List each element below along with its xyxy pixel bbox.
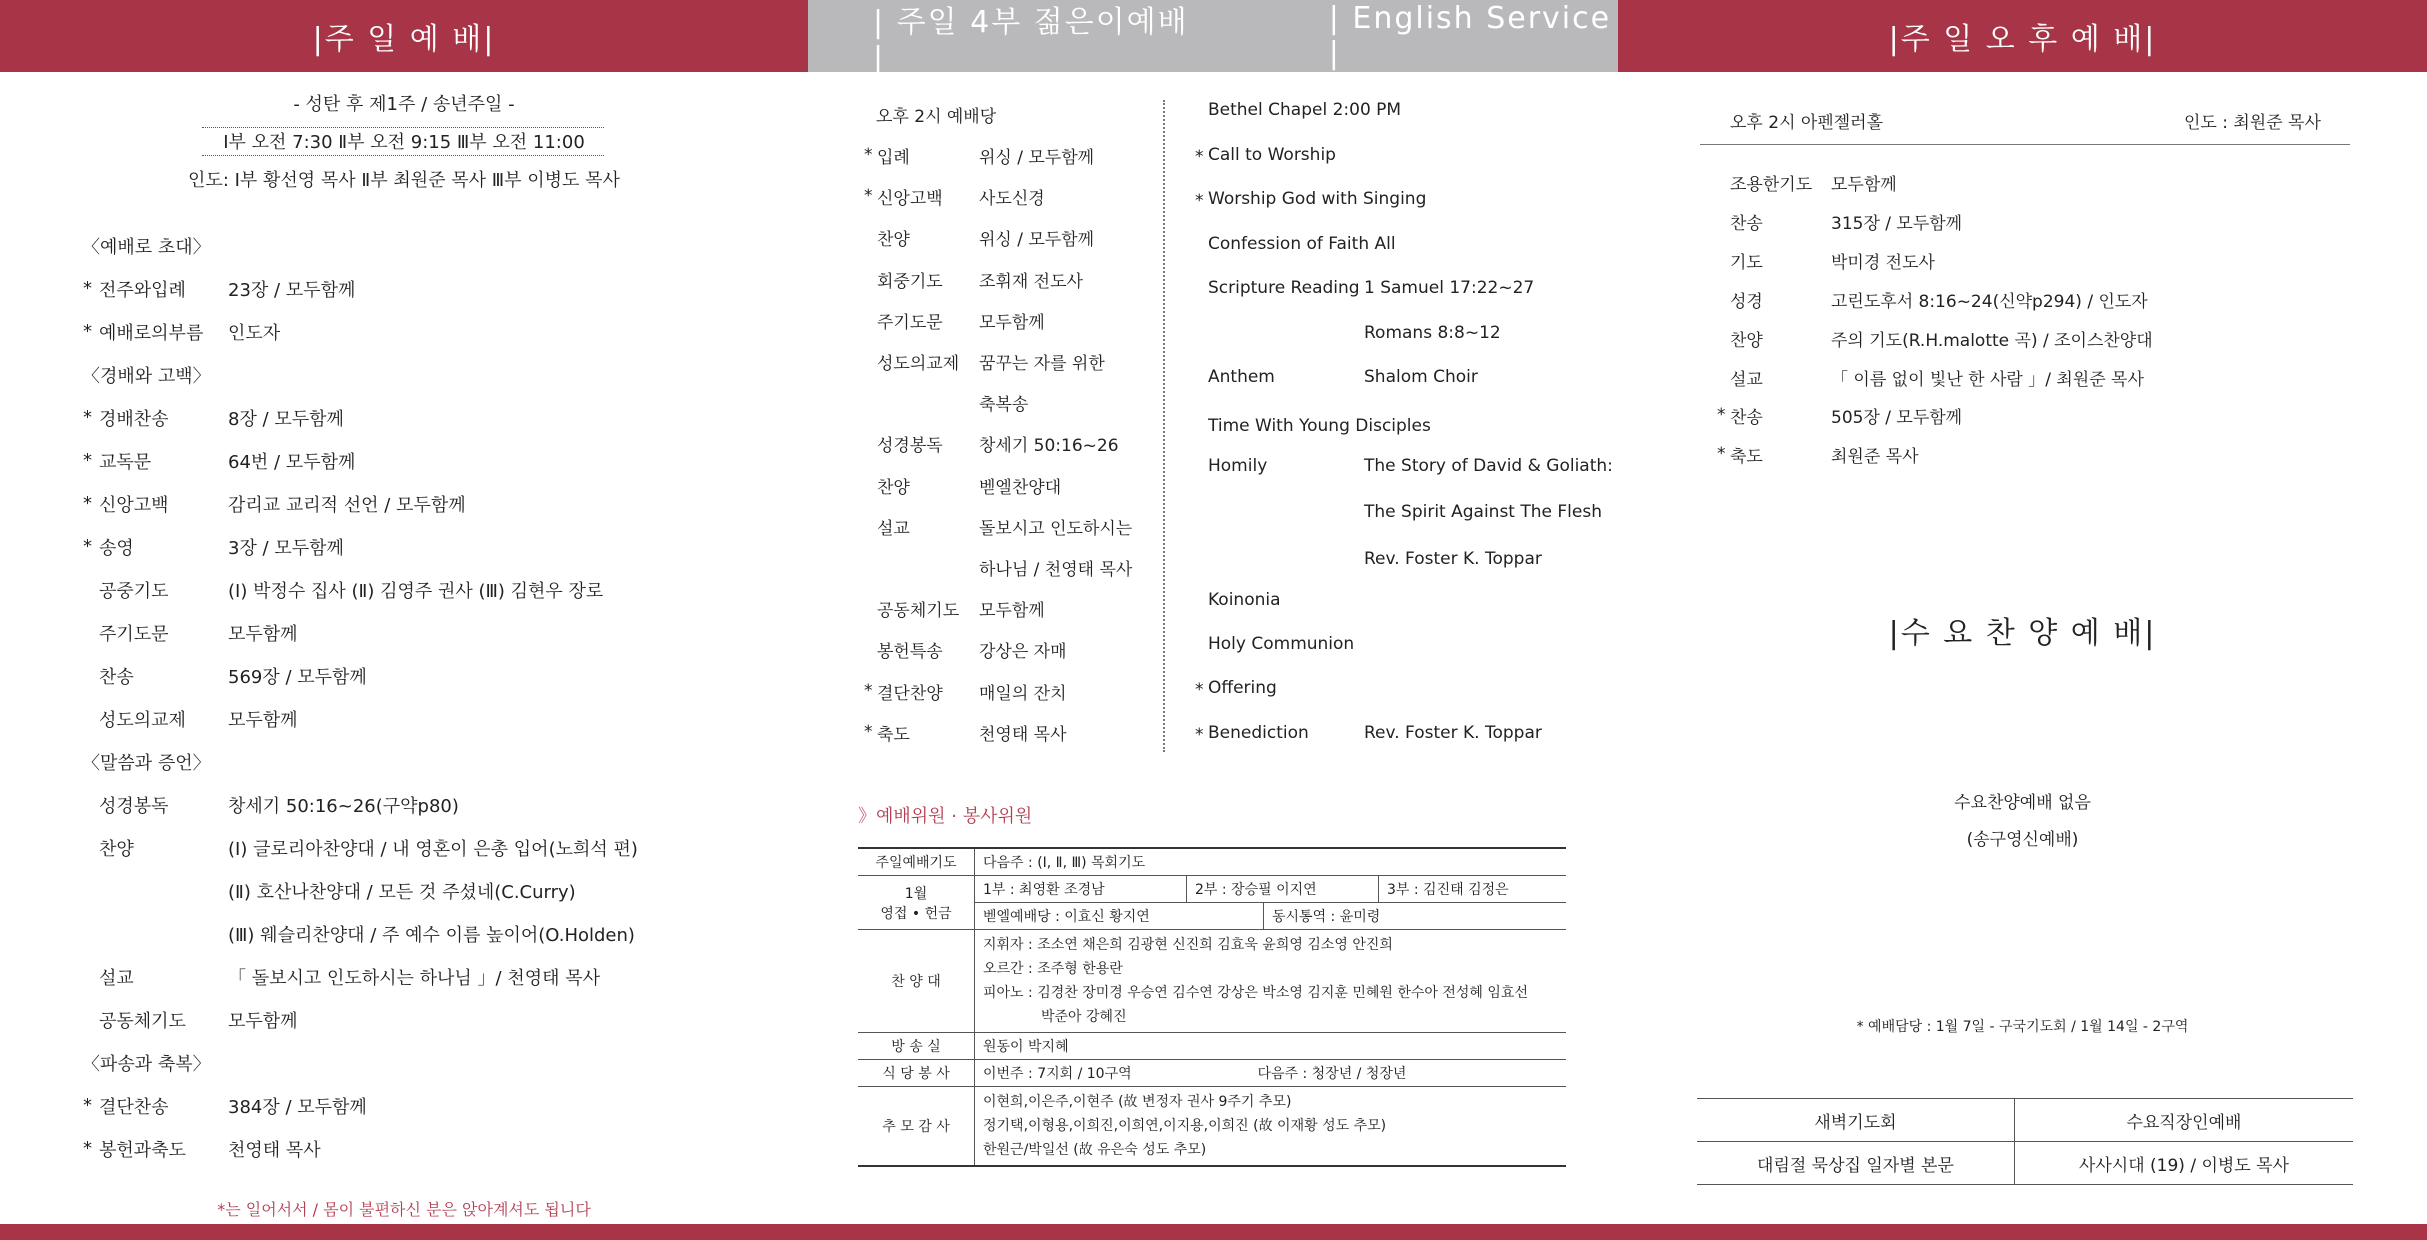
order-value: 창세기 50:16~26 [979, 436, 1119, 457]
afternoon-leader: 인도 : 최원준 목사 [2184, 113, 2321, 133]
cafeteria-label: 식 당 봉 사 [858, 1060, 975, 1087]
required-star: * [83, 536, 92, 557]
volunteers-table [858, 847, 1566, 1167]
order-value: (Ⅱ) 호산나찬양대 / 모든 것 주셨네(C.Curry) [228, 882, 576, 903]
order-label: Benediction [1208, 723, 1309, 743]
month-label [858, 876, 975, 930]
choir-label: 찬 양 대 [858, 930, 975, 1033]
order-value: 모두함께 [1831, 175, 1897, 195]
order-value: 505장 / 모두함께 [1831, 408, 1963, 429]
order-label: 설교 [877, 518, 910, 539]
order-value: 569장 / 모두함께 [228, 667, 367, 688]
order-value: 박미경 전도사 [1831, 252, 1935, 273]
order-value: 384장 / 모두함께 [228, 1097, 367, 1118]
order-label: 성경봉독 [99, 796, 169, 817]
order-label: Koinonia [1208, 590, 1281, 610]
order-value: Rev. Foster K. Toppar [1364, 723, 1542, 743]
order-label: 봉헌특송 [877, 642, 943, 663]
order-label: 설교 [1730, 369, 1763, 390]
order-label: 봉헌과축도 [99, 1140, 186, 1161]
order-value: 감리교 교리적 선언 / 모두함께 [228, 495, 466, 516]
usher-part2: 2부 : 장승필 이지연 [1187, 876, 1379, 902]
order-label: Confession of Faith All [1208, 234, 1396, 254]
order-value: 모두함께 [228, 1011, 298, 1032]
sunday-subtitle: - 성탄 후 제1주 / 송년주일 - [293, 94, 515, 115]
order-label: 회중기도 [877, 271, 943, 292]
cafeteria-this-week: 이번주 : 7지회 / 10구역 [983, 1066, 1132, 1082]
required-star: * [864, 680, 873, 701]
order-label: 설교 [99, 968, 134, 989]
order-label: 공동체기도 [99, 1011, 186, 1032]
month-label-2: 영접 • 헌금 [880, 905, 952, 922]
order-label: 축도 [877, 724, 910, 745]
order-label: 성경 [1730, 291, 1763, 312]
order-value: 8장 / 모두함께 [228, 409, 344, 430]
order-label: 축도 [1730, 447, 1763, 468]
order-label: 조용한기도 [1730, 175, 1813, 195]
order-label: 주기도문 [99, 624, 169, 645]
young-worship-header: | 주일 4부 젊은이예배 | [873, 4, 1189, 76]
order-value: 23장 / 모두함께 [228, 280, 356, 301]
order-value: Rev. Foster K. Toppar [1364, 549, 1542, 569]
worship-duty-note: * 예배담당 : 1월 7일 - 구국기도회 / 1월 14일 - 2구역 [1856, 1019, 2189, 1035]
order-value: 모두함께 [979, 601, 1045, 622]
required-star: * [1195, 680, 1204, 700]
section-title: 〈예배로 초대〉 [82, 237, 211, 258]
order-label: 신앙고백 [99, 495, 169, 516]
required-star: * [83, 1095, 92, 1116]
order-value: 모두함께 [228, 624, 298, 645]
order-value: (Ⅰ) 박정수 집사 (Ⅱ) 김영주 권사 (Ⅲ) 김현우 장로 [228, 581, 604, 602]
schedule-h1: 새벽기도회 [1697, 1099, 2014, 1142]
wednesday-note-1: 수요찬양예배 없음 [1954, 793, 2091, 813]
order-value: 조휘재 전도사 [979, 271, 1083, 292]
choir-conductors: 지휘자 : 조소연 채은희 김광현 신진희 김효욱 윤희영 김소영 안진희 [983, 937, 1393, 953]
order-value: 「 돌보시고 인도하시는 하나님 」/ 천영태 목사 [228, 968, 600, 989]
volunteers-title: 》예배위원 · 봉사위원 [858, 806, 1033, 827]
memorial-2: 정기택,이형용,이희진,이희연,이지용,이희진 (故 이재황 성도 추모) [983, 1118, 1387, 1134]
order-label: 찬송 [99, 667, 134, 688]
schedule-v2: 사사시대 (19) / 이병도 목사 [2014, 1142, 2353, 1185]
cafeteria-next-week: 다음주 : 청장년 / 청장년 [1257, 1066, 1407, 1082]
order-value: 「 이름 없이 빛난 한 사람 」/ 최원준 목사 [1831, 369, 2144, 390]
order-label: 전주와입례 [99, 280, 186, 301]
order-value: 천영태 목사 [979, 724, 1067, 745]
order-label: 송영 [99, 538, 134, 559]
order-label: 경배찬송 [99, 409, 169, 430]
prayer-value: 다음주 : (Ⅰ, Ⅱ, Ⅲ) 목회기도 [975, 848, 1567, 876]
order-label: Holy Communion [1208, 634, 1355, 654]
bottom-bar [0, 1224, 2427, 1240]
sunday-leaders: 인도: Ⅰ부 황선영 목사 Ⅱ부 최원준 목사 Ⅲ부 이병도 목사 [188, 170, 620, 191]
bethel-usher: 벧엘예배당 : 이효신 황지연 [975, 903, 1264, 929]
order-label: 기도 [1730, 252, 1763, 273]
sunday-worship-header: |주 일 예 배| [0, 0, 808, 72]
required-star: * [864, 186, 873, 207]
order-value: 꿈꾸는 자를 위한 [979, 354, 1105, 374]
order-label: 신앙고백 [877, 189, 943, 210]
required-star: * [83, 1138, 92, 1159]
standing-note: *는 일어서서 / 몸이 불편하신 분은 앉아계셔도 됩니다 [217, 1200, 591, 1219]
required-star: * [1195, 147, 1204, 167]
order-value: 고린도후서 8:16~24(신약p294) / 인도자 [1831, 291, 2148, 312]
section-title: 〈파송과 축복〉 [82, 1054, 211, 1075]
afternoon-place: 오후 2시 아펜젤러홀 [1730, 113, 1883, 133]
interpreter: 동시통역 : 윤미령 [1272, 909, 1381, 925]
order-value: 1 Samuel 17:22~27 [1364, 278, 1535, 298]
order-value: 주의 기도(R.H.malotte 곡) / 조이스찬양대 [1831, 330, 2153, 351]
wednesday-worship-title: |수 요 찬 양 예 배| [1888, 616, 2157, 651]
section-title: 〈말씀과 증언〉 [82, 753, 211, 774]
schedule-h2: 수요직장인예배 [2014, 1099, 2353, 1142]
choir-organ: 오르간 : 조주형 한용란 [983, 961, 1123, 977]
order-value: (Ⅲ) 웨슬리찬양대 / 주 예수 이름 높이어(O.Holden) [228, 925, 635, 946]
order-value: The Spirit Against The Flesh [1364, 502, 1602, 522]
afternoon-worship-header: |주 일 오 후 예 배| [1618, 0, 2427, 72]
section-title: 〈경배와 고백〉 [82, 366, 211, 387]
choir-piano-cont: 박준아 강혜진 [1041, 1009, 1127, 1025]
order-value: 축복송 [979, 395, 1029, 416]
required-star: * [864, 145, 873, 165]
order-label: 성경봉독 [877, 436, 943, 457]
order-label: 찬양 [877, 477, 910, 498]
required-star: * [83, 321, 92, 342]
order-label: 결단찬양 [877, 683, 943, 704]
order-value: Shalom Choir [1364, 367, 1478, 387]
required-star: * [1195, 191, 1204, 211]
order-value: 인도자 [228, 323, 281, 344]
order-label: 성도의교제 [99, 710, 186, 731]
required-star: * [1717, 405, 1726, 426]
choir-piano: 피아노 : 김경찬 장미경 우승연 김수연 강상은 박소영 김지훈 민혜원 한수아 전성혜 임효선 [983, 985, 1528, 1001]
order-value: 창세기 50:16~26(구약p80) [228, 796, 459, 817]
required-star: * [1195, 725, 1204, 745]
required-star: * [864, 721, 873, 742]
order-value: 하나님 / 천영태 목사 [979, 560, 1133, 580]
order-label: 찬송 [1730, 213, 1763, 234]
order-value: 64번 / 모두함께 [228, 452, 356, 473]
order-value: 사도신경 [979, 189, 1045, 210]
memorial-label: 추 모 감 사 [858, 1087, 975, 1167]
young-english-header [808, 0, 1618, 76]
order-value: 모두함께 [228, 710, 298, 731]
order-value: 강상은 자매 [979, 642, 1067, 663]
order-label: Anthem [1208, 367, 1275, 387]
order-value: Romans 8:8~12 [1364, 323, 1501, 343]
order-label: 찬양 [877, 230, 910, 251]
order-label: 주기도문 [877, 312, 943, 333]
order-label: 공중기도 [99, 581, 169, 602]
schedule-table [1697, 1098, 2353, 1185]
order-label: Bethel Chapel 2:00 PM [1208, 100, 1402, 120]
required-star: * [83, 450, 92, 471]
order-value: 천영태 목사 [228, 1140, 321, 1161]
order-value: The Story of David & Goliath: [1364, 456, 1613, 476]
month-label-1: 1월 [904, 885, 928, 902]
prayer-label: 주일예배기도 [858, 848, 975, 876]
order-label: 입례 [877, 148, 910, 168]
order-value: 315장 / 모두함께 [1831, 213, 1963, 234]
order-value: 돌보시고 인도하시는 [979, 518, 1133, 539]
memorial-3: 한원근/박일선 (故 유은숙 성도 추모) [983, 1142, 1207, 1158]
order-label: 교독문 [99, 452, 152, 473]
young-worship-time: 오후 2시 예배당 [876, 107, 997, 127]
order-value: 위싱 / 모두함께 [979, 148, 1095, 168]
order-label: 찬양 [99, 839, 134, 860]
schedule-v1: 대림절 묵상집 일자별 본문 [1697, 1142, 2014, 1185]
order-label: 공동체기도 [877, 601, 960, 622]
order-value: 위싱 / 모두함께 [979, 230, 1095, 251]
order-value: 모두함께 [979, 312, 1045, 333]
order-label: 성도의교제 [877, 354, 960, 374]
usher-part1: 1부 : 최영환 조경남 [975, 876, 1187, 902]
order-label: Homily [1208, 456, 1268, 476]
broadcast-value: 원동이 박지혜 [975, 1033, 1567, 1060]
required-star: * [83, 407, 92, 428]
broadcast-label: 방 송 실 [858, 1033, 975, 1060]
order-label: Offering [1208, 678, 1277, 698]
order-label: Scripture Reading [1208, 278, 1360, 298]
order-value: 매일의 잔치 [979, 683, 1067, 704]
order-value: 벧엘찬양대 [979, 477, 1062, 498]
order-value: (Ⅰ) 글로리아찬양대 / 내 영혼이 은총 입어(노희석 편) [228, 839, 638, 860]
order-label: 결단찬송 [99, 1097, 169, 1118]
order-label: Time With Young Disciples [1208, 416, 1431, 436]
order-label: Worship God with Singing [1208, 189, 1427, 209]
required-star: * [83, 278, 92, 299]
wednesday-note-2: (송구영신예배) [1966, 830, 2079, 850]
order-label: 찬송 [1730, 408, 1763, 429]
order-value: 최원준 목사 [1831, 447, 1919, 468]
order-label: Call to Worship [1208, 145, 1336, 165]
english-service-header: | English Service | [1328, 1, 1612, 71]
order-label: 찬양 [1730, 330, 1763, 351]
required-star: * [1717, 444, 1726, 465]
order-value: 3장 / 모두함께 [228, 538, 344, 559]
usher-part3: 3부 : 김진태 김정은 [1387, 882, 1509, 898]
required-star: * [83, 493, 92, 514]
order-label: 예배로의부름 [99, 323, 204, 344]
memorial-1: 이현희,이은주,이현주 (故 변정자 권사 9주기 추모) [983, 1094, 1292, 1110]
sunday-times: Ⅰ부 오전 7:30 Ⅱ부 오전 9:15 Ⅲ부 오전 11:00 [223, 132, 585, 153]
